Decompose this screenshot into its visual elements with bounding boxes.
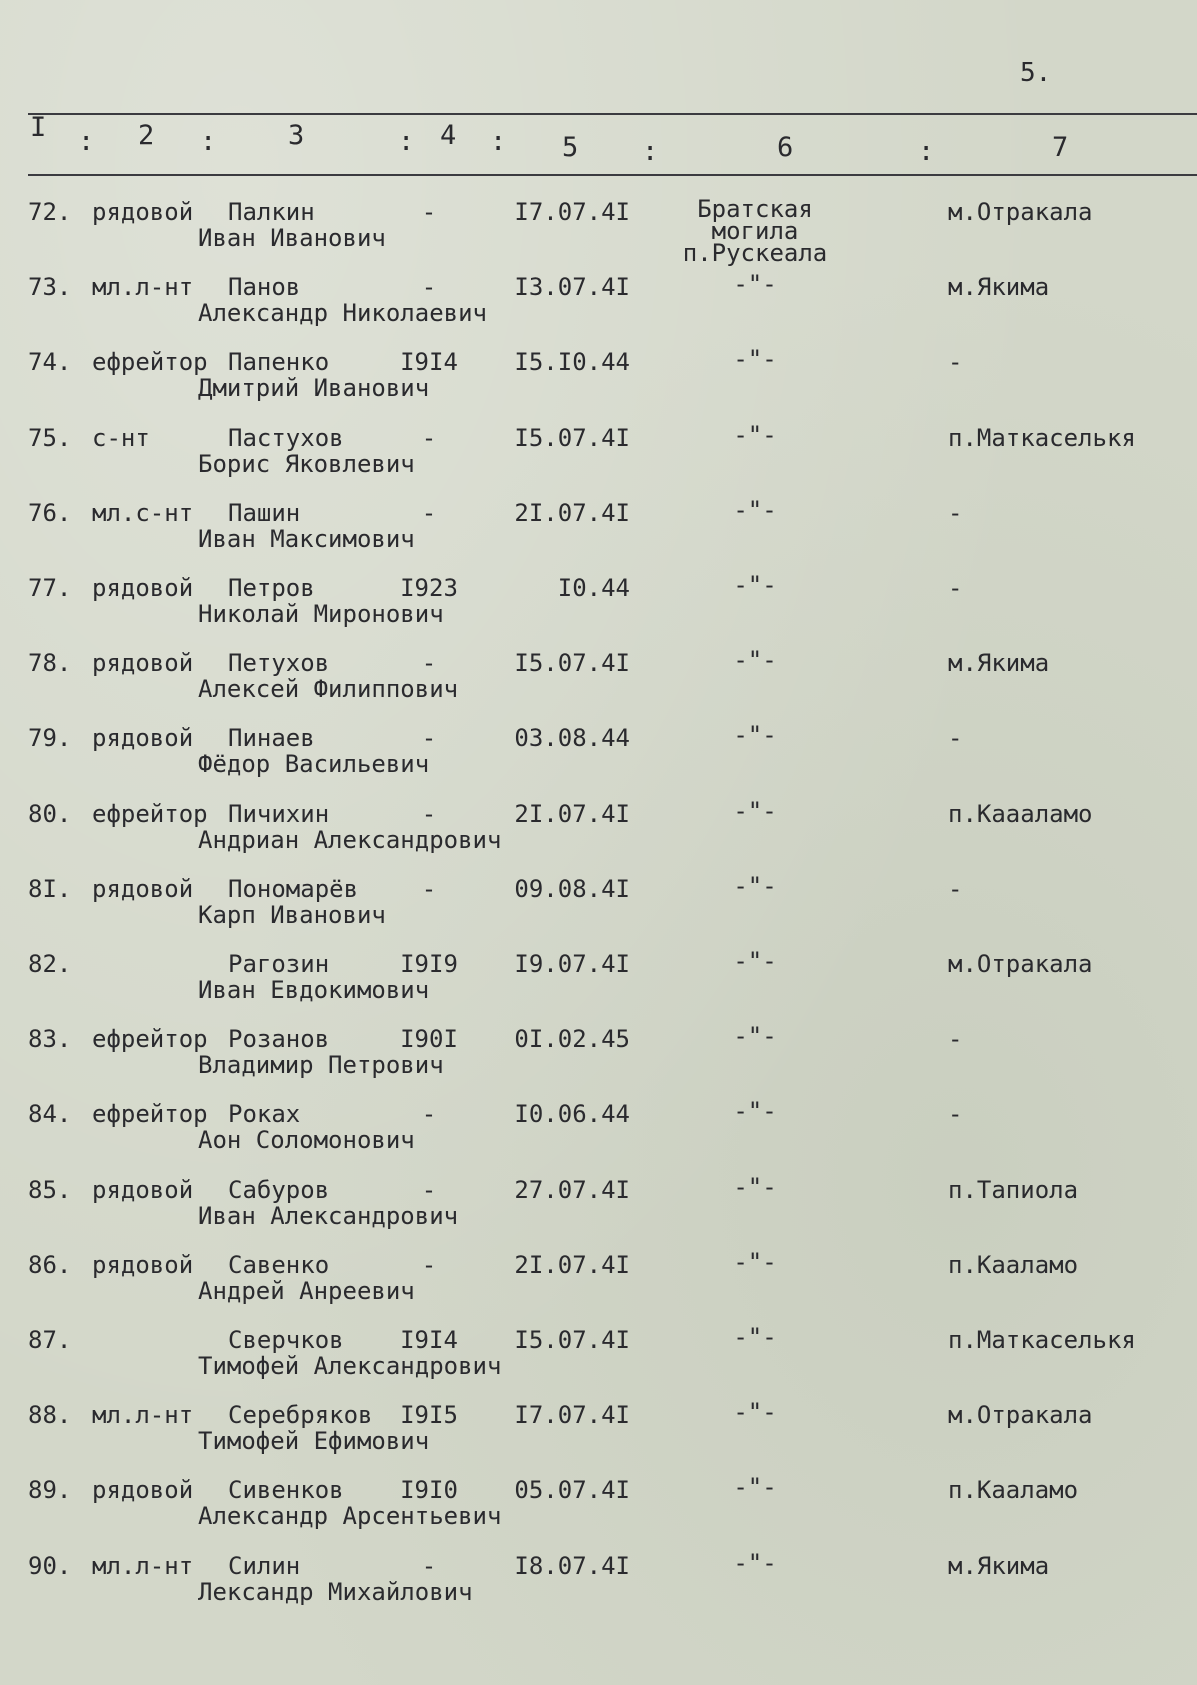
grave-type [655,797,855,825]
grave-type-line: -"- [733,345,777,373]
death-date: 2I.07.4I [514,499,630,527]
surname: Силин [228,1552,301,1580]
given-name-patronymic: Николай Миронович [198,600,444,628]
surname: Панов [228,273,301,301]
birth-year: - [421,273,437,301]
military-rank: рядовой [92,724,194,752]
grave-type [655,1248,855,1276]
record-number: 74. [28,348,72,376]
death-date: I7.07.4I [514,198,630,226]
death-date: 27.07.4I [514,1176,630,1204]
military-rank: рядовой [92,574,194,602]
birth-year: - [421,800,437,828]
record-number: 83. [28,1025,72,1053]
grave-type-line: -"- [733,1248,777,1276]
burial-place: п.Кааламо [948,1251,1079,1279]
death-date: 2I.07.4I [514,1251,630,1279]
grave-type-line: -"- [733,1022,777,1050]
given-name-patronymic: Тимофей Ефимович [198,1427,430,1455]
birth-year: - [421,198,437,226]
birth-year: - [421,1100,437,1128]
burial-place: м.Отракала [948,198,1093,226]
header-bottom-rule [28,174,1197,176]
burial-place: м.Отракала [948,1401,1093,1429]
military-rank: рядовой [92,1476,194,1504]
death-date: I5.07.4I [514,649,630,677]
given-name-patronymic: Тимофей Александрович [198,1352,502,1380]
birth-year: - [421,1176,437,1204]
surname: Папенко [228,348,330,376]
burial-place: м.Якима [948,649,1050,677]
given-name-patronymic: Фёдор Васильевич [198,750,430,778]
grave-type [655,1549,855,1577]
grave-type-line: -"- [733,1398,777,1426]
column-separator: : [918,136,935,167]
record-row [0,1022,1197,1095]
grave-type-line: могила [711,217,799,245]
surname: Петухов [228,649,330,677]
burial-place: - [948,724,963,752]
grave-type [655,270,855,298]
death-date: I0.06.44 [514,1100,630,1128]
military-rank: рядовой [92,1251,194,1279]
column-separator: : [200,126,217,157]
birth-year: I9I4 [400,348,458,376]
record-number: 75. [28,424,72,452]
birth-year: - [421,724,437,752]
death-date: I5.I0.44 [514,348,630,376]
military-rank: ефрейтор [92,800,208,828]
record-number: 77. [28,574,72,602]
record-number: 88. [28,1401,72,1429]
grave-type [655,947,855,975]
death-date: 0I.02.45 [514,1025,630,1053]
death-date: I7.07.4I [514,1401,630,1429]
birth-year: I923 [400,574,458,602]
record-row [0,1549,1197,1622]
given-name-patronymic: Борис Яковлевич [198,450,415,478]
record-row [0,571,1197,644]
grave-type [655,1097,855,1125]
death-date: 2I.07.4I [514,800,630,828]
column-header-6: 6 [777,132,794,163]
birth-year: - [421,499,437,527]
surname: Сабуров [228,1176,330,1204]
record-row [0,1248,1197,1321]
record-row [0,797,1197,870]
grave-type-line: -"- [733,721,777,749]
record-number: 87. [28,1326,72,1354]
grave-type-line: -"- [733,1323,777,1351]
burial-place: м.Якима [948,1552,1050,1580]
page-number: 5. [1020,58,1052,88]
surname: Петров [228,574,315,602]
military-rank: ефрейтор [92,348,208,376]
burial-place: - [948,348,963,376]
grave-type [655,872,855,900]
record-number: 72. [28,198,72,226]
column-separator: : [490,126,507,157]
birth-year: I9I9 [400,950,458,978]
column-header-7: 7 [1052,132,1069,163]
given-name-patronymic: Карп Иванович [198,901,386,929]
surname: Палкин [228,198,315,226]
burial-place: п.Маткаселькя [948,424,1136,452]
birth-year: - [421,1552,437,1580]
grave-type-line: -"- [733,270,777,298]
birth-year: I9I4 [400,1326,458,1354]
surname: Рагозин [228,950,330,978]
surname: Роках [228,1100,301,1128]
grave-type-line: п.Рускеала [682,239,828,267]
grave-type-line: -"- [733,872,777,900]
given-name-patronymic: Алексей Филиппович [198,675,459,703]
grave-type [655,1398,855,1426]
death-date: I0.44 [557,574,630,602]
military-rank: мл.л-нт [92,1552,194,1580]
military-rank: рядовой [92,1176,194,1204]
death-date: I8.07.4I [514,1552,630,1580]
burial-place: п.Маткаселькя [948,1326,1136,1354]
given-name-patronymic: Иван Евдокимович [198,976,430,1004]
birth-year: - [421,424,437,452]
record-row [0,1473,1197,1546]
military-rank: ефрейтор [92,1025,208,1053]
burial-place: - [948,1100,963,1128]
birth-year: I9I5 [400,1401,458,1429]
record-row [0,195,1197,268]
death-date: I3.07.4I [514,273,630,301]
record-number: 79. [28,724,72,752]
death-date: 09.08.4I [514,875,630,903]
surname: Пашин [228,499,301,527]
grave-type-line: -"- [733,1173,777,1201]
burial-place: - [948,875,963,903]
record-number: 82. [28,950,72,978]
record-row [0,1173,1197,1246]
surname: Сивенков [228,1476,344,1504]
column-header-5: 5 [562,132,579,163]
column-header-3: 3 [288,120,305,151]
burial-place: п.Каааламо [948,800,1093,828]
record-number: 85. [28,1176,72,1204]
given-name-patronymic: Иван Александрович [198,1202,459,1230]
given-name-patronymic: Александр Николаевич [198,299,487,327]
military-rank: мл.с-нт [92,499,194,527]
given-name-patronymic: Александр Арсентьевич [198,1502,502,1530]
grave-type-line: -"- [733,1097,777,1125]
grave-type-line: -"- [733,421,777,449]
burial-place: м.Отракала [948,950,1093,978]
given-name-patronymic: Дмитрий Иванович [198,374,430,402]
column-separator: : [398,126,415,157]
given-name-patronymic: Андрей Анреевич [198,1277,415,1305]
burial-place: - [948,574,963,602]
record-number: 89. [28,1476,72,1504]
given-name-patronymic: Владимир Петрович [198,1051,444,1079]
grave-type-line: -"- [733,1549,777,1577]
column-header-4: 4 [440,120,457,151]
grave-type-line: Братская [697,195,813,223]
grave-type-line: -"- [733,797,777,825]
record-row [0,270,1197,343]
birth-year: I90I [400,1025,458,1053]
column-separator: : [78,126,95,157]
grave-type [655,195,855,267]
record-number: 78. [28,649,72,677]
surname: Пинаев [228,724,315,752]
surname: Пичихин [228,800,330,828]
grave-type [655,496,855,524]
grave-type-line: -"- [733,947,777,975]
record-number: 90. [28,1552,72,1580]
grave-type [655,1323,855,1351]
military-rank: мл.л-нт [92,1401,194,1429]
birth-year: - [421,649,437,677]
grave-type [655,1473,855,1501]
grave-type [655,421,855,449]
surname: Розанов [228,1025,330,1053]
record-number: 76. [28,499,72,527]
grave-type-line: -"- [733,646,777,674]
death-date: I9.07.4I [514,950,630,978]
given-name-patronymic: Лександр Михайлович [198,1578,473,1606]
death-date: I5.07.4I [514,424,630,452]
grave-type [655,345,855,373]
grave-type-line: -"- [733,1473,777,1501]
burial-place: п.Тапиола [948,1176,1079,1204]
record-row [0,421,1197,494]
record-row [0,345,1197,418]
record-number: 8I. [28,875,72,903]
grave-type [655,646,855,674]
surname: Сверчков [228,1326,344,1354]
death-date: I5.07.4I [514,1326,630,1354]
column-header-1: I [30,112,47,143]
military-rank: рядовой [92,875,194,903]
grave-type [655,1173,855,1201]
burial-place: п.Кааламо [948,1476,1079,1504]
burial-place: - [948,1025,963,1053]
surname: Савенко [228,1251,330,1279]
record-row [0,496,1197,569]
record-number: 86. [28,1251,72,1279]
grave-type [655,1022,855,1050]
record-number: 73. [28,273,72,301]
grave-type-line: -"- [733,496,777,524]
grave-type [655,571,855,599]
birth-year: - [421,875,437,903]
surname: Пастухов [228,424,344,452]
military-rank: с-нт [92,424,150,452]
burial-place: - [948,499,963,527]
military-rank: рядовой [92,198,194,226]
surname: Серебряков [228,1401,373,1429]
header-top-rule [28,113,1197,115]
column-header-2: 2 [138,120,155,151]
record-row [0,646,1197,719]
given-name-patronymic: Андриан Александрович [198,826,502,854]
record-row [0,872,1197,945]
column-separator: : [642,136,659,167]
given-name-patronymic: Иван Иванович [198,224,386,252]
record-row [0,721,1197,794]
given-name-patronymic: Аон Соломонович [198,1126,415,1154]
given-name-patronymic: Иван Максимович [198,525,415,553]
military-rank: рядовой [92,649,194,677]
burial-place: м.Якима [948,273,1050,301]
record-number: 80. [28,800,72,828]
grave-type-line: -"- [733,571,777,599]
record-number: 84. [28,1100,72,1128]
record-row [0,1398,1197,1471]
record-row [0,1097,1197,1170]
birth-year: - [421,1251,437,1279]
birth-year: I9I0 [400,1476,458,1504]
military-rank: мл.л-нт [92,273,194,301]
death-date: 03.08.44 [514,724,630,752]
surname: Пономарёв [228,875,359,903]
record-row [0,1323,1197,1396]
grave-type [655,721,855,749]
record-row [0,947,1197,1020]
military-rank: ефрейтор [92,1100,208,1128]
death-date: 05.07.4I [514,1476,630,1504]
